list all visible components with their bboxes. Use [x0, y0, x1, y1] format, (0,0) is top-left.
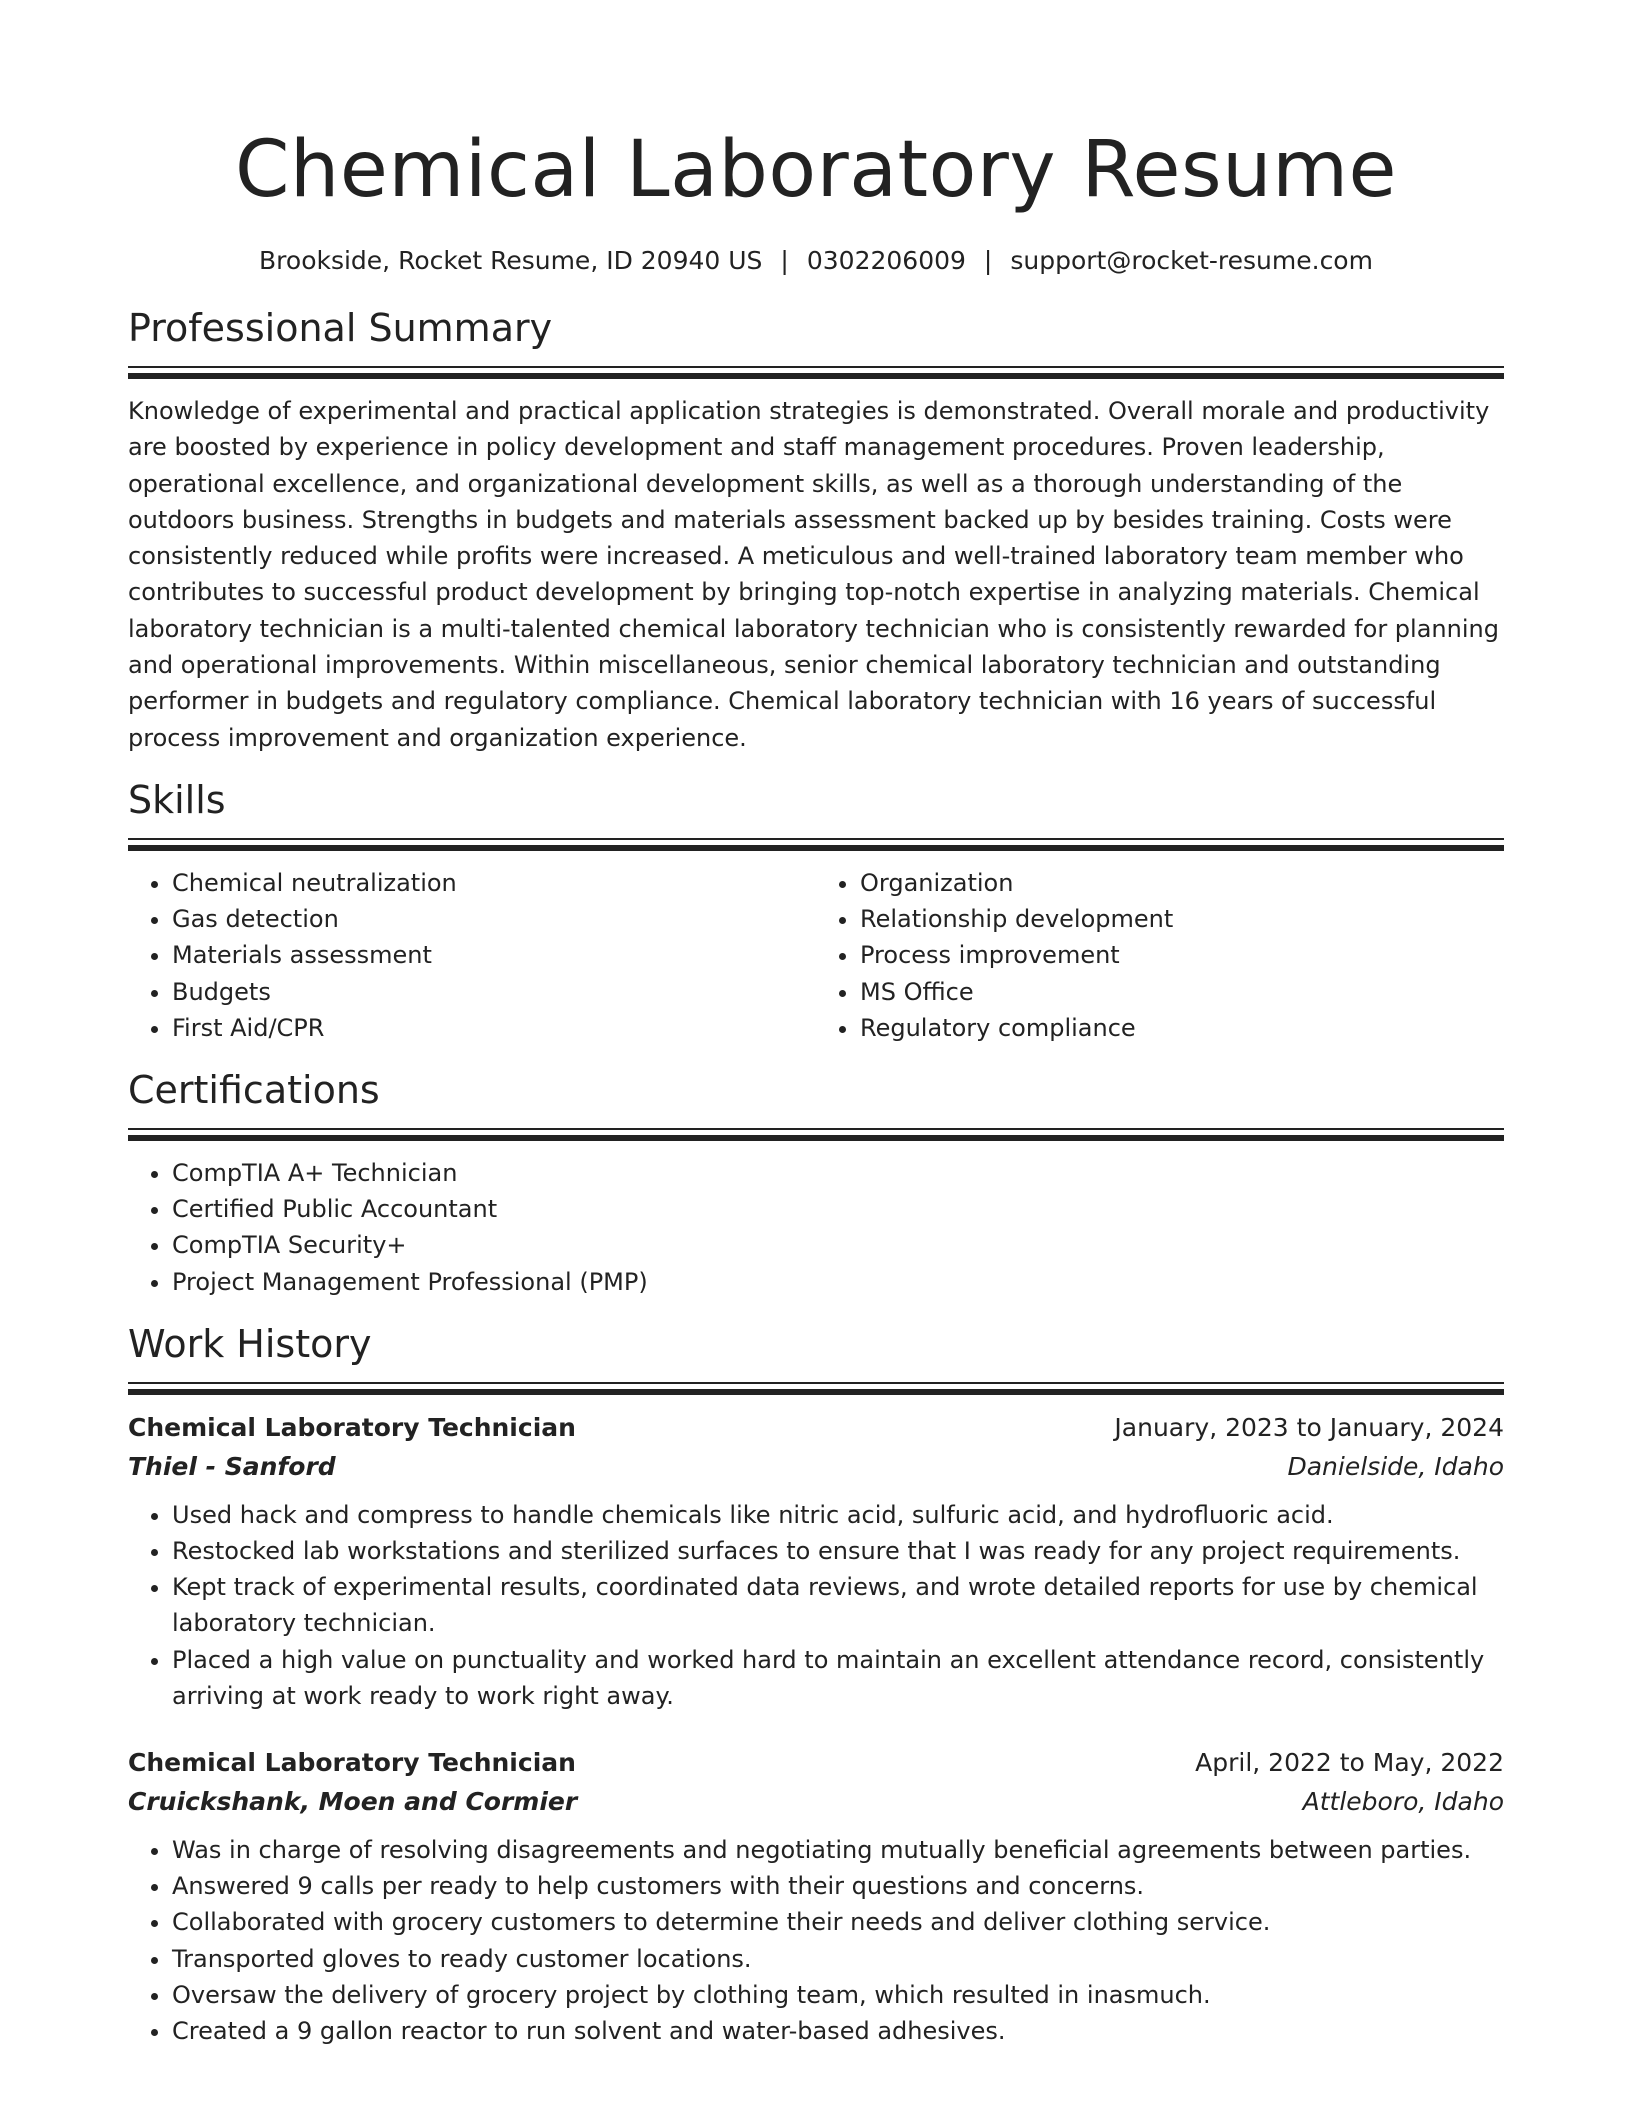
resume-title: Chemical Laboratory Resume	[234, 125, 1398, 215]
job-duty: • Transported gloves to ready customer locations.	[172, 1941, 1504, 1977]
work-history-section	[128, 1320, 1504, 2049]
contact-phone: 0302206009	[806, 246, 966, 275]
job-subheader	[128, 1447, 1504, 1487]
job-duties	[128, 1832, 1504, 2049]
skill-item: • First Aid/CPR	[172, 1010, 816, 1046]
job-duty: • Collaborated with grocery customers to determine their needs and deliver clothing service.	[172, 1904, 1504, 1940]
job-title: Chemical Laboratory Technician	[128, 1412, 576, 1442]
certification-item: • Certified Public Accountant	[172, 1191, 1504, 1227]
certification-item: • CompTIA A+ Technician	[172, 1155, 1504, 1191]
section-divider	[128, 838, 1504, 851]
section-divider	[128, 366, 1504, 379]
job-location: Attleboro, Idaho	[1302, 1787, 1504, 1817]
job-duty: • Created a 9 gallon reactor to run solvent and water-based adhesives.	[172, 2013, 1504, 2049]
contact-email[interactable]: support@rocket-resume.com	[1010, 246, 1373, 275]
contact-separator: |	[983, 246, 993, 275]
job-duty: • Restocked lab workstations and sterilized surfaces to ensure that I was ready for any project requirements.	[172, 1533, 1504, 1569]
job-duty: • Used hack and compress to handle chemicals like nitric acid, sulfuric acid, and hydrofluoric acid.	[172, 1497, 1504, 1533]
job-company: Thiel - Sanford	[128, 1451, 336, 1481]
summary-text: Knowledge of experimental and practical application strategies is demonstrated. Overall morale and productivity are boosted by experience in policy development and staff management procedures. Proven leadership, operational excellence, and organizational development skills, as well as a thorough understanding of the outdoors business. Strengths in budgets and materials assessment backed up by besides training. Costs were consistently reduced while profits were increased. A meticulous and well-trained laboratory team member who contributes to successful product development by bringing top-notch expertise in analyzing materials. Chemical laboratory technician is a multi-talented chemical laboratory technician who is consistently rewarded for planning and operational improvements. Within miscellaneous, senior chemical laboratory technician and outstanding performer in budgets and regulatory compliance. Chemical laboratory technician with 16 years of successful process improvement and organization experience.	[128, 397, 1499, 752]
skill-item: • Chemical neutralization	[172, 865, 816, 901]
certifications-list	[128, 1155, 1504, 1300]
certifications-section	[128, 1066, 1504, 1300]
job-header	[128, 1744, 1504, 1782]
job-header	[128, 1409, 1504, 1447]
skills-grid	[128, 865, 1504, 1046]
skill-item: • Process improvement	[860, 937, 1504, 973]
skill-item: • Budgets	[172, 974, 816, 1010]
job-duty: • Placed a high value on punctuality and worked hard to maintain an excellent attendance record, consistently arriving at work ready to work right away.	[172, 1642, 1504, 1714]
section-heading-summary: Professional Summary	[128, 306, 553, 350]
skill-item: • Relationship development	[860, 901, 1504, 937]
skill-item: • Organization	[860, 865, 1504, 901]
job-dates: April, 2022 to May, 2022	[1195, 1748, 1504, 1778]
job-dates: January, 2023 to January, 2024	[1114, 1412, 1504, 1442]
contact-address: Brookside, Rocket Resume, ID 20940 US	[259, 246, 763, 275]
resume-page	[128, 0, 1504, 2049]
certification-item: • Project Management Professional (PMP)	[172, 1264, 1504, 1300]
section-divider	[128, 1128, 1504, 1141]
job-location: Danielside, Idaho	[1287, 1451, 1504, 1481]
certification-item: • CompTIA Security+	[172, 1227, 1504, 1263]
section-divider	[128, 1382, 1504, 1395]
skill-item: • Regulatory compliance	[860, 1010, 1504, 1046]
skills-list-left	[128, 865, 816, 1046]
skills-section	[128, 776, 1504, 1046]
job-title: Chemical Laboratory Technician	[128, 1748, 576, 1778]
skill-item: • Materials assessment	[172, 937, 816, 973]
job-duty: • Kept track of experimental results, coordinated data reviews, and wrote detailed reports for use by chemical laboratory technician.	[172, 1569, 1504, 1641]
contact-separator: |	[780, 246, 789, 275]
contact-line	[128, 244, 1504, 278]
section-heading-certifications: Certifications	[128, 1067, 380, 1112]
summary-section	[128, 304, 1504, 756]
job-duty: • Answered 9 calls per ready to help customers with their questions and concerns.	[172, 1868, 1504, 1904]
section-heading-work: Work History	[128, 1321, 372, 1366]
job-duty: • Oversaw the delivery of grocery project by clothing team, which resulted in inasmuch.	[172, 1977, 1504, 2013]
job-entry	[128, 1409, 1504, 1714]
skill-item: • MS Office	[860, 974, 1504, 1010]
job-entry	[128, 1744, 1504, 2049]
job-duties	[128, 1497, 1504, 1714]
job-duty: • Was in charge of resolving disagreements and negotiating mutually beneficial agreements between parties.	[172, 1832, 1504, 1868]
job-company: Cruickshank, Moen and Cormier	[128, 1787, 578, 1817]
skill-item: • Gas detection	[172, 901, 816, 937]
section-heading-skills: Skills	[128, 777, 226, 822]
skills-list-right	[816, 865, 1504, 1046]
job-subheader	[128, 1782, 1504, 1822]
